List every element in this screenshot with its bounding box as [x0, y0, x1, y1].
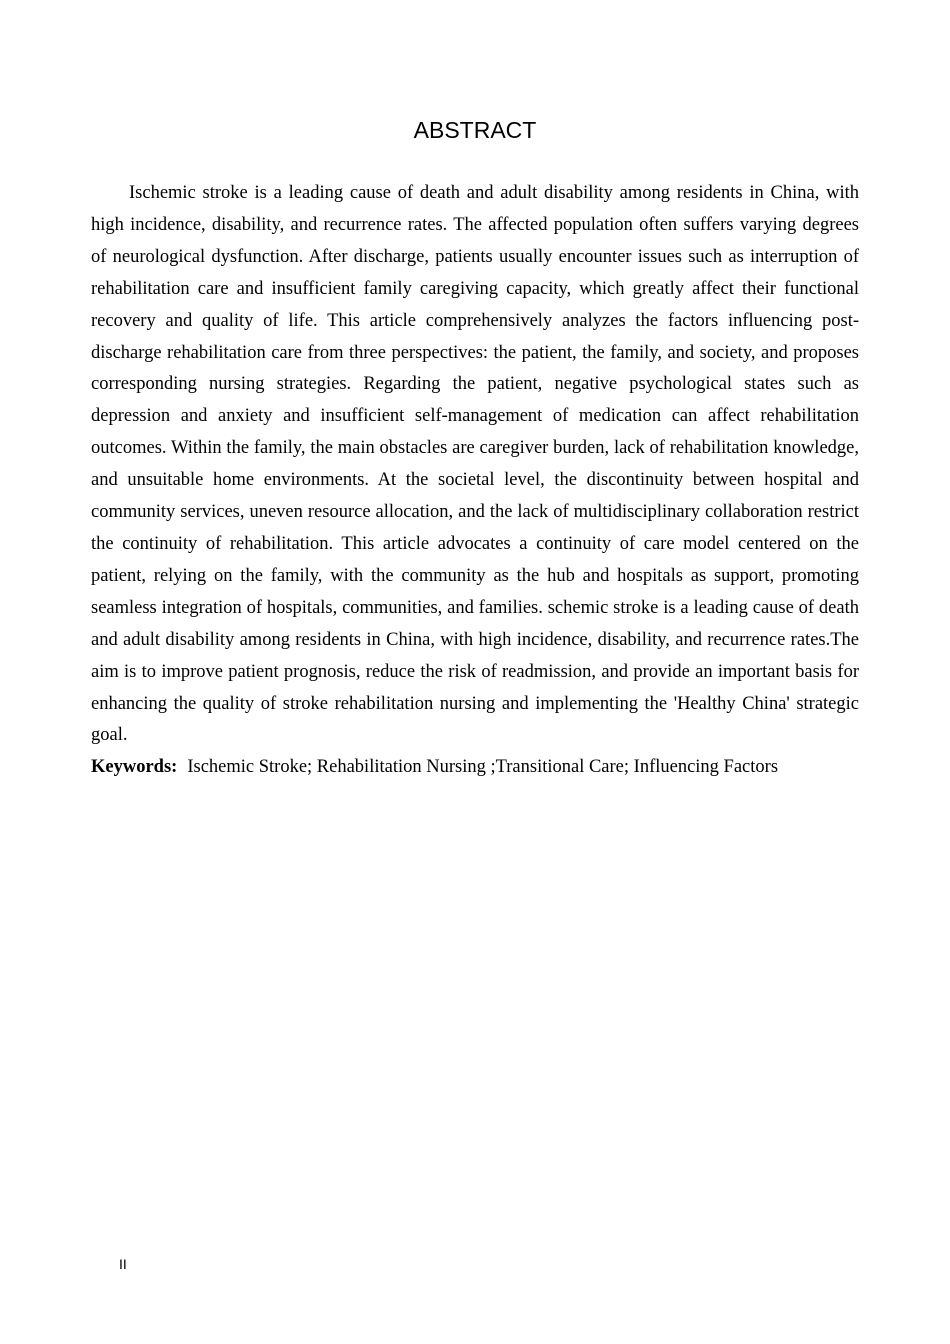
page-number: II	[119, 1256, 127, 1272]
keywords-value: Ischemic Stroke; Rehabilitation Nursing ;Transitional Care; Influencing Factors	[187, 757, 779, 777]
keywords-label: Keywords:	[91, 757, 178, 777]
abstract-title: ABSTRACT	[413, 117, 537, 143]
keywords-line	[91, 752, 859, 784]
abstract-body: Ischemic stroke is a leading cause of death and adult disability among residents in China, with high incidence, disability, and recurrence rates. The affected population often suffers varying degrees of neurological dysfunction. After discharge, patients usually encounter issues such as interruption of rehabilitation care and insufficient family caregiving capacity, which greatly affect their functional recovery and quality of life. This article comprehensively analyzes the factors influencing post-discharge rehabilitation care from three perspectives: the patient, the family, and society, and proposes corresponding nursing strategies. Regarding the patient, negative psychological states such as depression and anxiety and insufficient self-management of medication can affect rehabilitation outcomes. Within the family, the main obstacles are caregiver burden, lack of rehabilitation knowledge, and unsuitable home environments. At the societal level, the discontinuity between hospital and community services, uneven resource allocation, and the lack of multidisciplinary collaboration restrict the continuity of rehabilitation. This article advocates a continuity of care model centered on the patient, relying on the family, with the community as the hub and hospitals as support, promoting seamless integration of hospitals, communities, and families. schemic stroke is a leading cause of death and adult disability among residents in China, with high incidence, disability, and recurrence rates.The aim is to improve patient prognosis, reduce the risk of readmission, and provide an important basis for enhancing the quality of stroke rehabilitation nursing and implementing the 'Healthy China' strategic goal.	[91, 183, 859, 746]
